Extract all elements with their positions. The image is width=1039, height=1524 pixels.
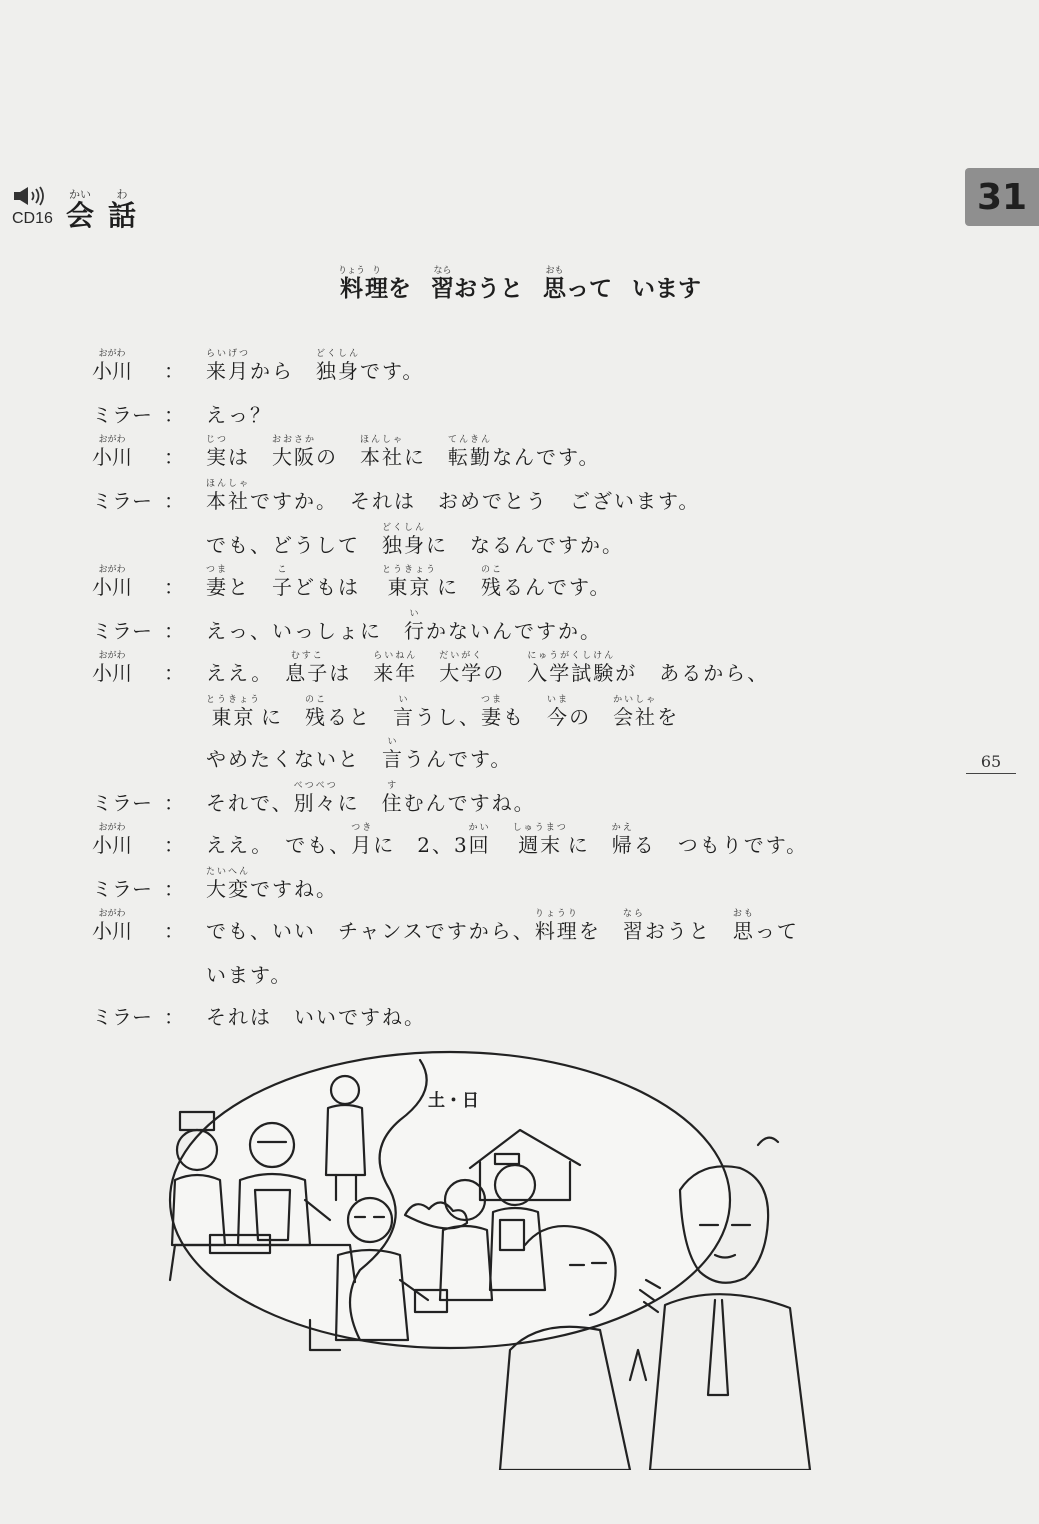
kanji-base: 言 [393, 705, 416, 729]
text-segment: います。 [206, 963, 293, 987]
kanji-base: 大阪 [272, 445, 317, 469]
dialogue-line [92, 860, 338, 900]
kanji-base: 習 [431, 276, 454, 302]
furigana: おも [545, 266, 564, 276]
ruby-word [206, 565, 228, 598]
furigana: なら [622, 909, 645, 919]
kanji-base: 小川 [92, 445, 132, 469]
kanji-base: 行 [404, 619, 426, 643]
kanji-base: 月 [351, 833, 374, 857]
furigana: かいしゃ [613, 695, 658, 705]
kanji-base: 息子 [285, 661, 330, 685]
speaker-text: ミラー [92, 791, 152, 815]
furigana: ほんしゃ [206, 479, 251, 489]
text-segment: る つもりです。 [633, 833, 809, 857]
ruby-word [431, 266, 454, 302]
kanji-base: 子 [272, 575, 295, 599]
furigana: じつ [206, 435, 229, 445]
ruby-word [612, 823, 634, 856]
ruby-word [439, 651, 483, 684]
ruby-word [92, 909, 132, 942]
speaker-text: ミラー [92, 877, 152, 901]
furigana: り [371, 266, 381, 276]
dialogue-text [206, 479, 700, 512]
furigana: いま [547, 695, 570, 705]
kanji-base: 会社 [613, 705, 658, 729]
dialogue-text [206, 609, 602, 642]
text-segment: うんです。 [404, 747, 513, 771]
cd-track [12, 186, 56, 228]
ruby-word [382, 523, 426, 556]
furigana: おがわ [98, 565, 126, 575]
furigana: ほんしゃ [360, 435, 405, 445]
text-segment: ですか。 それは おめでとう ございます。 [250, 489, 701, 513]
dialogue-line [92, 516, 624, 556]
text-segment: と [228, 575, 273, 599]
speaker-text: ミラー [92, 619, 152, 643]
speaker-colon: ： [164, 359, 184, 383]
ruby-word [92, 349, 132, 382]
dialogue-line [92, 342, 424, 382]
ruby-word [66, 188, 94, 232]
kanji-base: 大学 [439, 661, 484, 685]
ruby-word [623, 909, 645, 942]
ruby-word [272, 565, 294, 598]
furigana: おがわ [98, 435, 126, 445]
dialogue-line [92, 386, 272, 426]
kanji-base: 帰 [611, 833, 634, 857]
kanji-base: 大変 [206, 877, 250, 901]
kanji-base: 料 [339, 276, 363, 302]
text-segment: が あるから、 [615, 661, 770, 685]
ruby-word [206, 479, 250, 512]
text-segment: に なるんですか。 [426, 533, 625, 557]
text-segment: ええ。 [206, 661, 286, 685]
text-segment: って [566, 276, 612, 302]
dialogue-text [206, 737, 512, 770]
text-segment: うし、 [415, 705, 482, 729]
kanji-base: 住 [381, 791, 404, 815]
speaker-text: ミラー [92, 403, 152, 427]
speaker-colon: ： [164, 661, 184, 685]
ruby-word [382, 565, 437, 598]
kanji-base: 料理 [534, 919, 579, 943]
ruby-word [543, 266, 566, 302]
text-segment: を [388, 276, 411, 302]
ruby-word [535, 909, 579, 942]
kanji-base: 思 [732, 919, 755, 943]
speaker-name [92, 565, 164, 598]
text-segment: でも、どうして [206, 533, 382, 557]
text-segment: に 2、3 [373, 833, 469, 857]
furigana: つま [206, 565, 229, 575]
speaker-name [92, 651, 164, 684]
ruby-word [206, 435, 228, 468]
dialogue-line [92, 558, 611, 598]
kanji-base: 残 [305, 705, 328, 729]
furigana: とうきょう [382, 565, 438, 575]
ruby-word [92, 435, 132, 468]
ruby-word [351, 823, 373, 856]
kanji-base: 言 [382, 747, 404, 771]
ruby-word [206, 695, 261, 728]
kanji-base: 小川 [92, 575, 132, 599]
kanji-base: 回 [468, 833, 491, 857]
dialogue-line [92, 730, 512, 770]
furigana: なら [433, 266, 452, 276]
furigana: い [387, 737, 399, 747]
cd-label: CD16 [12, 210, 53, 227]
furigana: い [398, 695, 410, 705]
kanji-base: 入学試験 [527, 661, 616, 685]
ruby-word [206, 867, 250, 900]
furigana: たいへん [206, 867, 251, 877]
speaker-name [92, 490, 164, 512]
text-segment: に [337, 791, 382, 815]
dialog-title [0, 258, 1039, 302]
furigana: おおさか [272, 435, 317, 445]
ruby-word [365, 266, 388, 302]
kanji-base: 独身 [316, 359, 361, 383]
speaker-text: ミラー [92, 1005, 152, 1029]
dialogue-text [206, 435, 600, 468]
ruby-word [108, 188, 136, 232]
ruby-word [448, 435, 492, 468]
text-segment: それは いいですね。 [206, 1005, 426, 1029]
furigana: おがわ [98, 823, 126, 833]
dialogue-line [92, 774, 536, 814]
furigana: つま [481, 695, 504, 705]
furigana: わ [116, 188, 128, 201]
kanji-base: 小川 [92, 919, 132, 943]
speaker-colon: ： [164, 445, 184, 469]
dialogue-text [206, 523, 624, 556]
furigana: むすこ [290, 651, 324, 661]
speaker-colon: ： [164, 919, 184, 943]
speaker-name [92, 792, 164, 814]
chapter-tab: 31 [965, 168, 1039, 226]
text-segment: を [657, 705, 680, 729]
speaker-colon: ： [164, 877, 184, 901]
dialogue-line [92, 472, 700, 512]
text-segment: えっ？ [206, 403, 272, 427]
dialogue-line [92, 602, 602, 642]
dialogue-text [206, 404, 272, 426]
dialogue-line [92, 816, 808, 856]
ruby-word [469, 823, 491, 856]
kanji-base: 小川 [92, 833, 132, 857]
speaker-icon [12, 186, 52, 206]
text-segment: むんですね。 [403, 791, 536, 815]
text-segment: に [437, 575, 482, 599]
furigana: い [409, 609, 421, 619]
furigana: どくしん [316, 349, 361, 359]
ruby-word [373, 651, 417, 684]
text-segment: は [329, 661, 374, 685]
ruby-word [316, 349, 360, 382]
furigana: おがわ [98, 651, 126, 661]
text-segment: おうと [454, 276, 523, 302]
kanji-base: 妻 [481, 705, 504, 729]
ruby-word [305, 695, 327, 728]
speaker-name [92, 349, 164, 382]
dialogue-line [92, 428, 600, 468]
speaker-colon: ： [164, 1005, 184, 1029]
kanji-base: 理 [365, 276, 388, 302]
furigana: かえ [611, 823, 634, 833]
kanji-base: 別々 [293, 791, 338, 815]
ruby-word [206, 349, 250, 382]
text-segment: って [754, 919, 799, 943]
text-segment: を [578, 919, 623, 943]
ruby-word [733, 909, 755, 942]
kanji-base: 本社 [206, 489, 250, 513]
speaker-name [92, 909, 164, 942]
speaker-colon: ： [164, 791, 184, 815]
dialogue-line [92, 644, 769, 684]
kanji-base: 本社 [360, 445, 405, 469]
furigana: のこ [481, 565, 504, 575]
kanji-base: 小川 [92, 359, 132, 383]
furigana: かい [69, 188, 91, 201]
dialogue-text [206, 651, 769, 684]
furigana: しゅうまつ [512, 823, 568, 833]
illustration [160, 1050, 860, 1470]
furigana: のこ [305, 695, 328, 705]
dialogue-line [92, 988, 426, 1028]
text-segment: は [228, 445, 273, 469]
dialogue-text [206, 867, 338, 900]
kanji-base: 週末 [518, 833, 563, 857]
speaker-name [92, 404, 164, 426]
furigana: かい [468, 823, 491, 833]
text-segment: ええ。 でも、 [206, 833, 352, 857]
ruby-word [338, 266, 365, 302]
text-segment: に [567, 833, 612, 857]
furigana: おがわ [98, 909, 126, 919]
kanji-base: 今 [547, 705, 570, 729]
text-segment: えっ、いっしょに [206, 619, 404, 643]
kanji-base: 習 [622, 919, 645, 943]
furigana: こ [277, 565, 289, 575]
text-segment: です。 [360, 359, 425, 383]
dialogue-text [206, 823, 808, 856]
speaker-name [92, 823, 164, 856]
text-segment: おうと [644, 919, 733, 943]
section-title [66, 188, 136, 232]
furigana: す [387, 781, 399, 791]
ruby-word [513, 823, 568, 856]
text-segment: どもは [294, 575, 383, 599]
text-segment: も [503, 705, 548, 729]
text-segment: でも、いい チャンスですから、 [206, 919, 535, 943]
kanji-base: 会 [66, 199, 95, 232]
ruby-word [92, 823, 132, 856]
text-segment: それで、 [206, 791, 294, 815]
weekend-sign: 土・日 [428, 1091, 479, 1111]
speaker-colon: ： [164, 403, 184, 427]
dialogue-line [92, 688, 679, 728]
text-segment: ると [327, 705, 394, 729]
ruby-word [613, 695, 657, 728]
dialogue-text [206, 909, 799, 942]
speaker-name [92, 1006, 164, 1028]
text-segment: います [632, 276, 701, 302]
ruby-word [92, 565, 132, 598]
ruby-word [294, 781, 338, 814]
dialogue-text [206, 781, 536, 814]
furigana: らいねん [373, 651, 418, 661]
kanji-base: 話 [108, 199, 137, 232]
kanji-base: 来年 [373, 661, 418, 685]
text-segment: るんです。 [503, 575, 612, 599]
furigana: おがわ [98, 349, 126, 359]
page-number: 65 [966, 752, 1016, 774]
speaker-text: ミラー [92, 489, 152, 513]
ruby-word [92, 651, 132, 684]
furigana: りょうり [534, 909, 579, 919]
text-segment [491, 834, 513, 856]
speaker-name [92, 435, 164, 468]
dialogue-line [92, 902, 799, 942]
text-segment: の [316, 445, 361, 469]
speaker-colon: ： [164, 619, 184, 643]
text-segment: なんです。 [492, 445, 601, 469]
kanji-base: 小川 [92, 661, 132, 685]
text-segment: やめたくないと [206, 747, 382, 771]
kanji-base: 転勤 [448, 445, 493, 469]
text-segment: に [261, 705, 306, 729]
furigana: おも [732, 909, 755, 919]
furigana: つき [351, 823, 374, 833]
speaker-colon: ： [164, 489, 184, 513]
furigana: だいがく [439, 651, 484, 661]
text-segment [417, 662, 439, 684]
furigana: にゅうがくしけん [527, 651, 616, 661]
ruby-word [382, 737, 404, 770]
kanji-base: 残 [481, 575, 504, 599]
text-segment: に [404, 445, 449, 469]
speaker-name [92, 620, 164, 642]
kanji-base: 実 [206, 445, 228, 469]
furigana: りょう [337, 266, 365, 276]
ruby-word [272, 435, 316, 468]
furigana: らいげつ [206, 349, 251, 359]
kanji-base: 妻 [206, 575, 228, 599]
text-segment: から [250, 359, 317, 383]
text-segment: かないんですか。 [426, 619, 602, 643]
ruby-word [404, 609, 426, 642]
ruby-word [481, 565, 503, 598]
speaker-name [92, 878, 164, 900]
kanji-base: 東京 [211, 705, 256, 729]
text-segment: の [483, 661, 528, 685]
ruby-word [360, 435, 404, 468]
dialogue-text [206, 695, 679, 728]
ruby-word [481, 695, 503, 728]
furigana: とうきょう [206, 695, 262, 705]
ruby-word [393, 695, 415, 728]
kanji-base: 東京 [387, 575, 432, 599]
furigana: べつべつ [293, 781, 338, 791]
dialogue-text [206, 1006, 426, 1028]
ruby-word [382, 781, 404, 814]
kanji-base: 来月 [206, 359, 250, 383]
text-segment: の [569, 705, 614, 729]
kanji-base: 思 [543, 276, 566, 302]
furigana: どくしん [382, 523, 427, 533]
ruby-word [527, 651, 615, 684]
ruby-word [285, 651, 329, 684]
speaker-colon: ： [164, 575, 184, 599]
dialogue-line [92, 946, 292, 986]
dialogue-text [206, 565, 611, 598]
kanji-base: 独身 [382, 533, 426, 557]
furigana: てんきん [448, 435, 493, 445]
dialogue-text [206, 964, 292, 986]
ruby-word [547, 695, 569, 728]
text-segment: ですね。 [250, 877, 339, 901]
speaker-colon: ： [164, 833, 184, 857]
dialogue-text [206, 349, 424, 382]
